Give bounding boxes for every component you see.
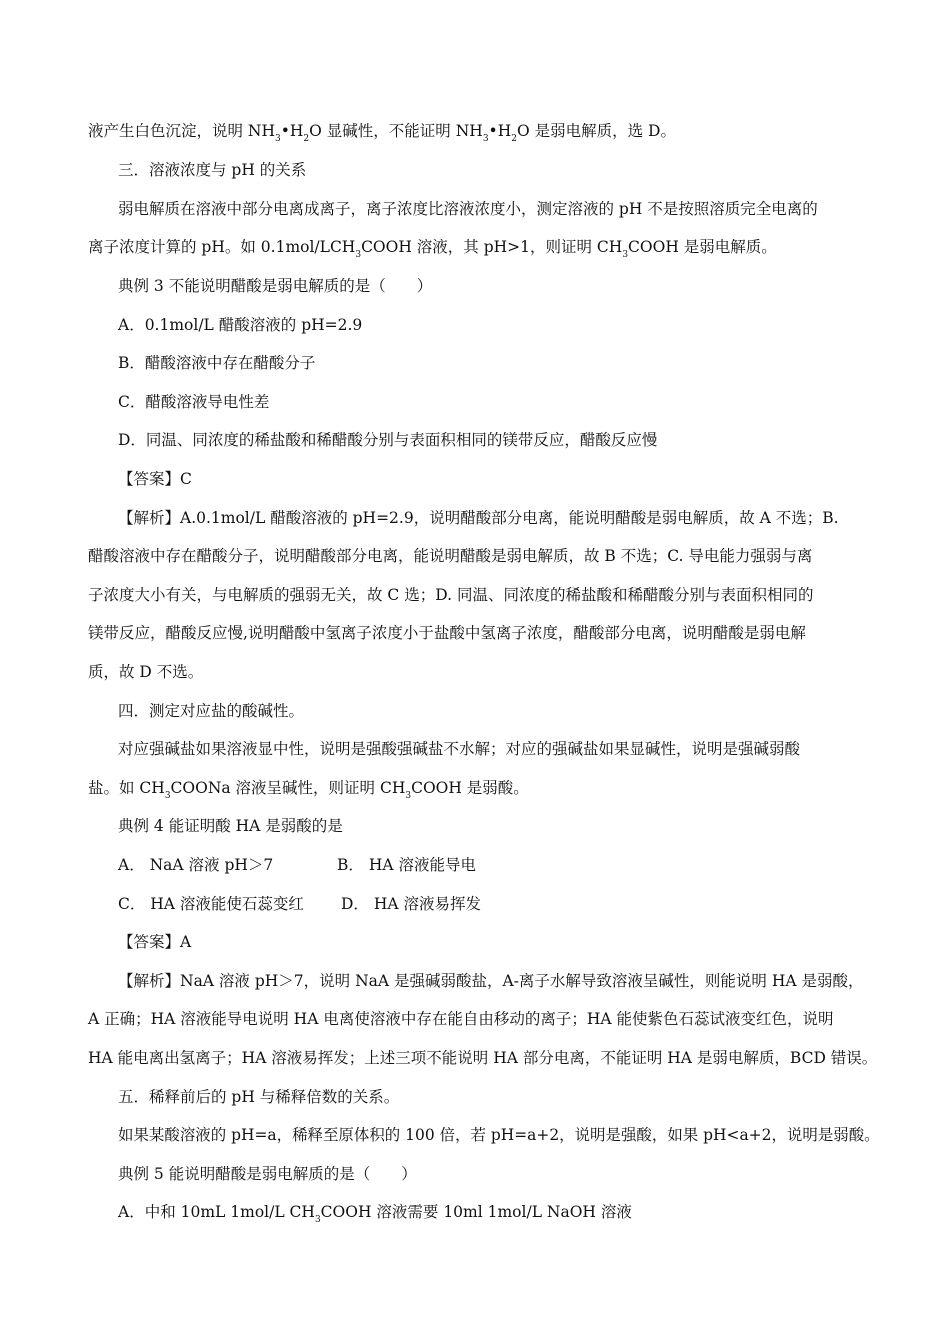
option-a: A． NaA 溶液 pH＞7 <box>118 856 274 874</box>
option-a: A．中和 10mL 1mol/L $CH_3COOH$ 溶液需要 10ml 1mol/L NaOH 溶液 <box>118 1203 632 1225</box>
option-b: B．醋酸溶液中存在醋酸分子 <box>118 354 316 372</box>
paragraph-line: 对应强碱盐如果溶液显中性，说明是强酸强碱盐不水解；对应的强碱盐如果显碱性，说明是强碱弱酸 <box>118 740 801 758</box>
option-a: A．0.1mol/L 醋酸溶液的 pH=2.9 <box>118 316 363 334</box>
section-heading: 三．溶液浓度与 pH 的关系 <box>118 161 307 179</box>
section-heading: 四．测定对应盐的酸碱性。 <box>118 702 305 720</box>
answer-line: 【答案】C <box>118 470 192 488</box>
analysis-line: HA 能电离出氢离子；HA 溶液易挥发；上述三项不能说明 HA 部分电离，不能证明 HA 是弱电解质，BCD 错误。 <box>88 1049 878 1067</box>
paragraph-line: 离子浓度计算的 pH。如 $0.1mol/LCH_3COOH$ 溶液，其 pH>1，则证明 $CH_3COOH$ 是弱电解质。 <box>88 238 777 260</box>
example-title: 典例 3 不能说明醋酸是弱电解质的是（ ） <box>118 277 433 295</box>
analysis-line: 【解析】A.0.1mol/L 醋酸溶液的 pH=2.9，说明醋酸部分电离，能说明醋酸是弱电解质，故 A 不选；B. <box>118 509 839 527</box>
analysis-line: 镁带反应，醋酸反应慢,说明醋酸中氢离子浓度小于盐酸中氢离子浓度，醋酸部分电离，说明醋酸是弱电解 <box>88 624 806 642</box>
analysis-line: 【解析】NaA 溶液 pH＞7，说明 NaA 是强碱弱酸盐，A-离子水解导致溶液呈碱性，则能说明 HA 是弱酸， <box>118 972 864 990</box>
section-heading: 五．稀释前后的 pH 与稀释倍数的关系。 <box>118 1088 400 1106</box>
answer-line: 【答案】A <box>118 933 192 951</box>
option-b: B． HA 溶液能导电 <box>337 856 476 874</box>
option-d: D．同温、同浓度的稀盐酸和稀醋酸分别与表面积相同的镁带反应，醋酸反应慢 <box>118 431 658 449</box>
option-c: C．醋酸溶液导电性差 <box>118 393 270 411</box>
option-c: C． HA 溶液能使石蕊变红 <box>118 895 304 913</box>
paragraph-line: 盐。如 $CH_3COONa$ 溶液呈碱性，则证明 $CH_3COOH$ 是弱酸。 <box>88 779 529 801</box>
analysis-line: 醋酸溶液中存在醋酸分子，说明醋酸部分电离，能说明醋酸是弱电解质，故 B 不选；C. 导电能力强弱与离 <box>88 547 813 565</box>
example-title: 典例 5 能说明醋酸是弱电解质的是（ ） <box>118 1165 417 1183</box>
paragraph-line: 弱电解质在溶液中部分电离成离子，离子浓度比溶液浓度小，测定溶液的 pH 不是按照溶质完全电离的 <box>118 200 818 218</box>
analysis-line: A 正确；HA 溶液能导电说明 HA 电离使溶液中存在能自由移动的离子；HA 能使紫色石蕊试液变红色，说明 <box>88 1010 834 1028</box>
example-title: 典例 4 能证明酸 HA 是弱酸的是 <box>118 817 343 835</box>
option-d: D． HA 溶液易挥发 <box>341 895 481 913</box>
analysis-line: 子浓度大小有关，与电解质的强弱无关，故 C 选；D. 同温、同浓度的稀盐酸和稀醋酸分别与表面积相同的 <box>88 586 814 604</box>
paragraph-line: 如果某酸溶液的 pH=a，稀释至原体积的 100 倍，若 pH=a+2，说明是强酸，如果 pH<a+2，说明是弱酸。 <box>118 1126 880 1144</box>
analysis-line: 质，故 D 不选。 <box>88 663 204 681</box>
text-line: 液产生白色沉淀，说明 $NH_3•H_2O$ 显碱性，不能证明 $NH_3•H_2O$ 是弱电解质，选 D。 <box>88 122 676 144</box>
